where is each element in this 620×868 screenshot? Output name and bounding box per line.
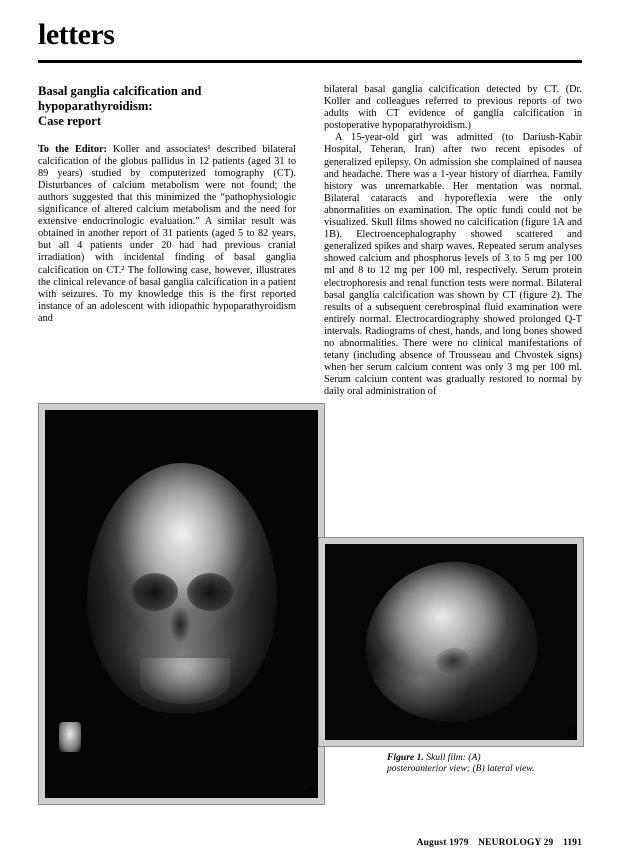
nasal-cavity <box>170 608 190 642</box>
footer-page-number: 1191 <box>562 838 582 848</box>
footer-date: August 1979 <box>416 838 469 848</box>
masthead-divider <box>38 60 582 63</box>
orbit-left <box>132 573 178 611</box>
figure-caption-lead: Figure 1. <box>387 752 424 763</box>
footer-journal: NEUROLOGY 29 <box>478 838 554 848</box>
left-column <box>38 84 296 325</box>
mandible <box>140 658 230 704</box>
left-column-text: Koller and associates¹ described bilateral calcification of the globus pallidus in 12 patients (aged 31 to 89 years) studied by computerized tomography (CT). Disturbances of calcium metabolism were not found; the authors suggested that this minimized the “pathophysiologic significance of altered calcium metabolism and the need for extensive endocrinologic evaluation.” A similar result was obtained in another report of 31 patients (aged 5 to 82 years, but all 4 patients under 20 had had previous cranial irradiation) with incidental finding of basal ganglia calcification on CT.² The following case, however, illustrates the clinical relevance of basal ganglia calcification in a patient with seizures. To my knowledge this is the first reported instance of an adolescent with idiopathic hypoparathyroidism and <box>38 143 296 324</box>
article-title <box>38 84 296 130</box>
salutation: To the Editor: <box>38 143 107 155</box>
sella-turcica <box>435 647 472 676</box>
film-marker-icon <box>59 722 81 752</box>
figure-caption-text: Skull film: (A) posteroanterior view; (B) lateral view. <box>387 752 535 775</box>
radiograph-image-a <box>45 410 318 798</box>
right-paragraph-1: bilateral basal ganglia calcification detected by CT. (Dr. Koller and colleagues referred to previous reports of two adults with CT evidence of ganglia calcification in postoperative hypoparathyroidism.) <box>324 84 582 132</box>
figure-1a-posteroanterior-skull <box>38 403 325 805</box>
article-title-line-3: Case report <box>38 114 102 129</box>
radiograph-image-b <box>325 544 577 740</box>
right-column <box>324 84 582 398</box>
article-title-line-2: hypoparathyroidism: <box>38 99 153 114</box>
article-title-line-1: Basal ganglia calcification and <box>38 84 202 98</box>
page-footer <box>410 838 582 848</box>
orbit-right <box>187 573 233 611</box>
figure-panel-label-b: B <box>566 725 577 741</box>
masthead <box>38 18 582 52</box>
skull-outline-pa <box>87 463 277 713</box>
figure-1-caption <box>387 752 537 775</box>
skull-outline-lateral <box>357 553 545 730</box>
figure-1b-lateral-skull <box>318 537 584 747</box>
letter-body-left <box>38 144 296 325</box>
masthead-title: letters <box>38 18 115 51</box>
figure-panel-label-a: A <box>305 783 316 799</box>
right-paragraph-2: A 15-year-old girl was admitted (to Dariush-Kabir Hospital, Teheran, Iran) after two recent episodes of generalized epilepsy. On admission she complained of nausea and headache. There was a 1-year history of diarrhea. Family history was unremarkable. Her mentation was normal. Bilateral cataracts and hyporeflexia were the only abnormalities on examination. The optic fundi could not be visualized. Skull films showed no calcification (figure 1A and 1B). Electroencephalography showed scattered and generalized spikes and sharp waves. Repeated serum analyses showed calcium and phosphorus levels of 3 to 5 mg per 100 ml and 8 to 12 mg per 100 ml, respectively. Serum protein electrophoresis and renal function tests were normal. Bilateral basal ganglia calcification was shown by CT (figure 2). The results of a subsequent cerebrospinal fluid examination were entirely normal. Electrocardiography showed prolonged Q-T intervals. Radiograms of chest, hands, and long bones showed no abnormalities. There were no clinical manifestations of tetany (including absence of Trousseau and Chvostek signs) when her serum calcium content was only 3 mg per 100 ml. Serum calcium content was gradually restored to normal by daily oral administration of <box>324 132 582 398</box>
